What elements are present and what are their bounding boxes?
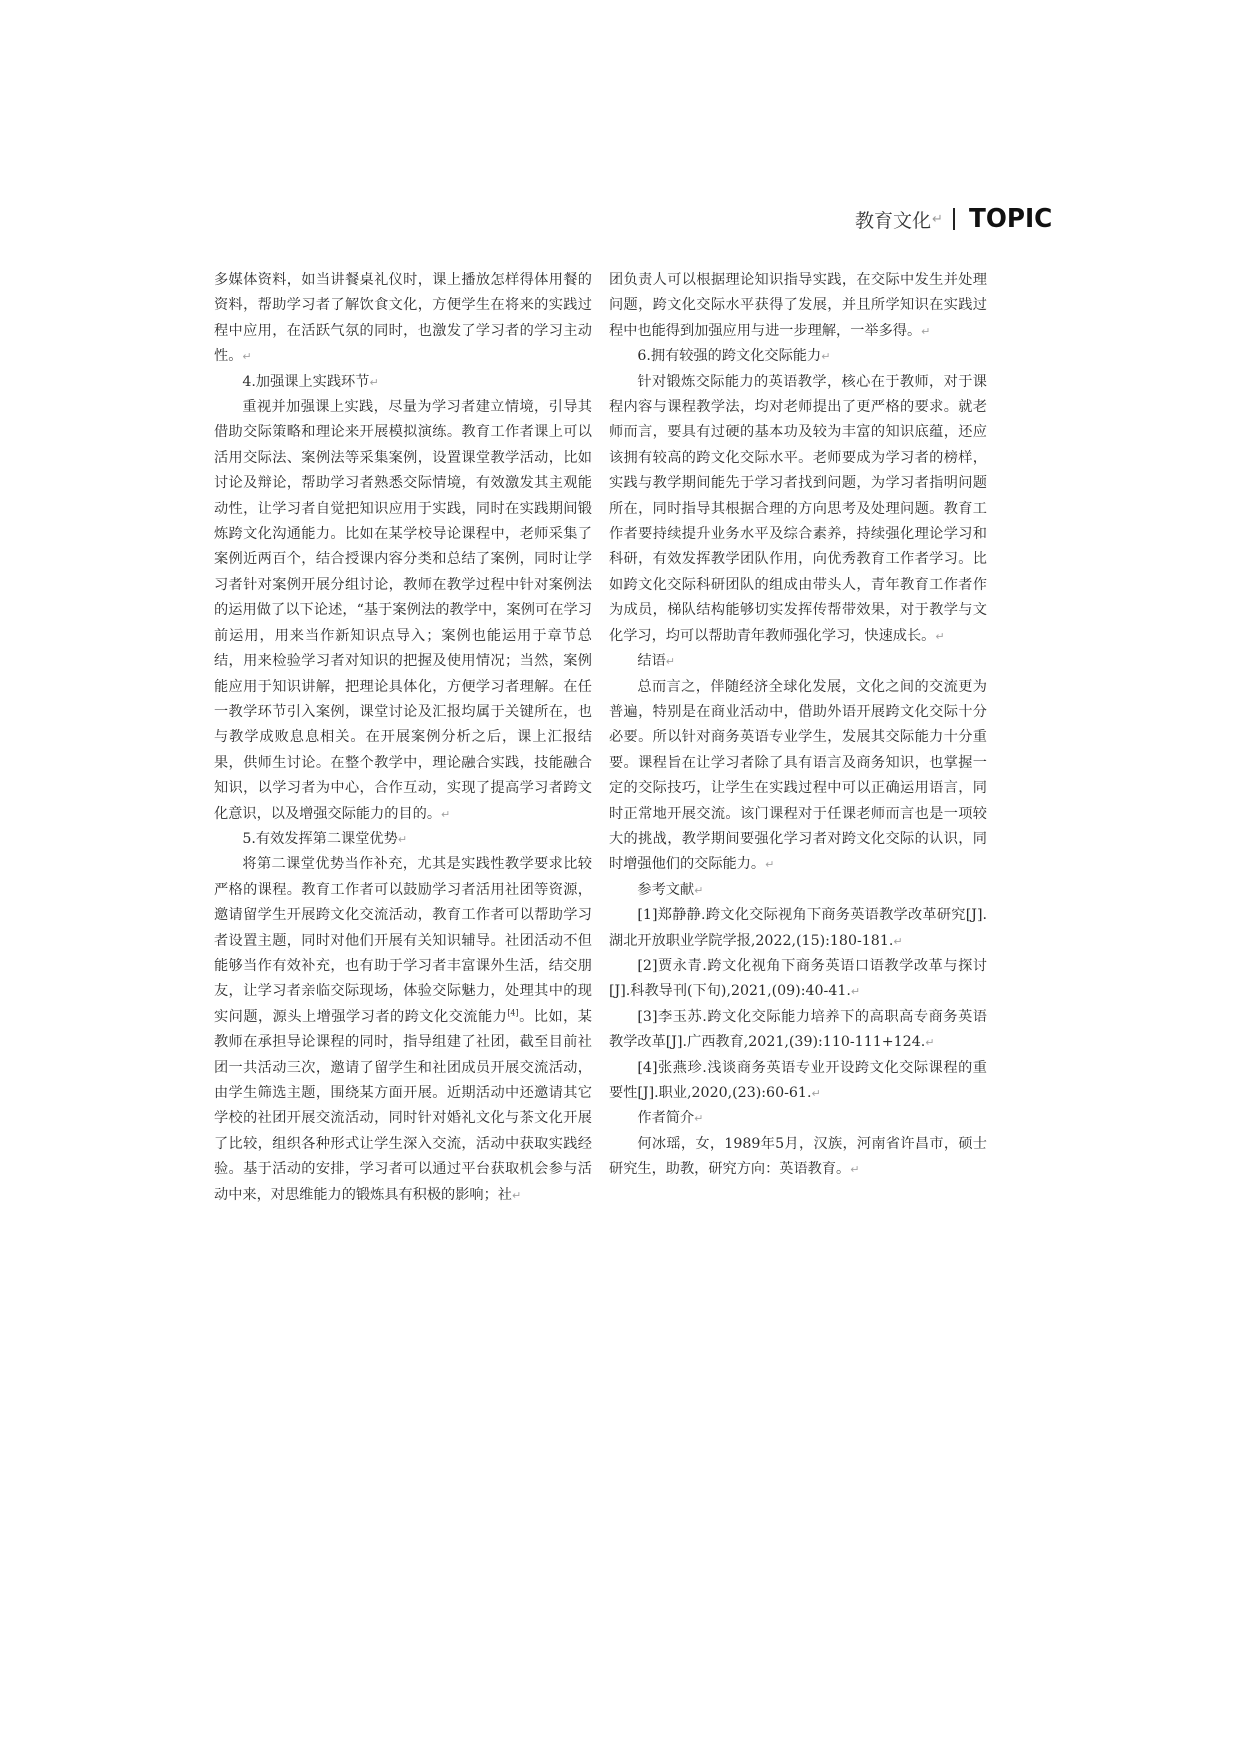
body-paragraph	[214, 395, 592, 827]
paragraph-text: 将第二课堂优势当作补充，尤其是实践性教学要求比较严格的课程。教育工作者可以鼓励学习者活用社团等资源，邀请留学生开展跨文化交流活动，教育工作者可以帮助学习者设置主题，同时对他们开展有关知识辅导。社团活动不但能够当作有效补充，也有助于学习者丰富课外生活，结交朋友，让学习者亲临交际现场，体验交际魅力，处理其中的现实问题，源头上增强学习者的跨文化交流能力	[214, 856, 592, 1025]
heading-text: 参考文献	[637, 881, 695, 898]
section-heading	[609, 344, 987, 369]
body-paragraph	[609, 370, 987, 649]
reference-text: [2]贾永青.跨文化视角下商务英语口语教学改革与探讨[J].科教导刊(下旬),2021,(09):40-41.	[609, 957, 987, 1000]
paragraph-mark: ↵	[850, 1163, 860, 1177]
reference-item	[609, 1056, 987, 1107]
reference-text: [1]郑静静.跨文化交际视角下商务英语教学改革研究[J].湖北开放职业学院学报,2022,(15):180-181.	[609, 907, 987, 949]
paragraph-mark: ↵	[850, 985, 861, 999]
paragraph-text: 重视并加强课上实践，尽量为学习者建立情境，引导其借助交际策略和理论来开展模拟演练。教育工作者课上可以活用交际法、案例法等采集案例，设置课堂教学活动，比如讨论及辩论，帮助学习者熟悉交际情境，有效激发其主观能动性，让学习者自觉把知识应用于实践，同时在实践期间锻炼跨文化沟通能力。比如在某学校导论课程中，老师采集了案例近两百个，结合授课内容分类和总结了案例，同时让学习者针对案例开展分组讨论，教师在教学过程中针对案例法的运用做了以下论述，“基于案例法的教学中，案例可在学习前运用，用来当作新知识点导入；案例也能运用于章节总结，用来检验学习者对知识的把握及使用情况；当然，案例能应用于知识讲解，把理论具体化，方便学习者理解。在任一教学环节引入案例，课堂讨论及汇报均属于关键所在，也与教学成败息息相关。在开展案例分析之后，课上汇报结果，供师生讨论。在整个教学中，理论融合实践，技能融合知识，以学习者为中心，合作互动，实现了提高学习者跨文化意识，以及增强交际能力的目的。	[214, 399, 592, 822]
topic-logo: TOPIC	[968, 204, 1053, 234]
paragraph-mark: ↵	[694, 1112, 704, 1126]
conclusion-heading	[609, 649, 987, 674]
paragraph-mark: ↵	[242, 350, 252, 364]
left-column	[214, 268, 592, 1208]
paragraph-text: 。比如，某教师在承担导论课程的同时，指导组建了社团，截至目前社团一共活动三次，邀请了留学生和社团成员开展交流活动，由学生筛选主题，围绕某方面开展。近期活动中还邀请其它学校的社团开展交流活动，同时针对婚礼文化与茶文化开展了比较，组织各种形式让学生深入交流，活动中获取实践经验。基于活动的安排，学习者可以通过平台获取机会参与活动中来，对思维能力的锻炼具有积极的影响；社	[214, 1008, 592, 1203]
paragraph-mark: ↵	[932, 211, 943, 227]
paragraph-mark: ↵	[921, 324, 931, 338]
paragraph-text: 团负责人可以根据理论知识指导实践，在交际中发生并处理问题，跨文化交际水平获得了发展，并且所学知识在实践过程中也能得到加强应用与进一步理解，一举多得。	[609, 272, 987, 339]
heading-text: 5.有效发挥第二课堂优势	[242, 830, 398, 847]
paragraph-mark: ↵	[811, 1087, 821, 1100]
author-bio-text: 何冰瑶，女，1989年5月，汉族，河南省许昌市，硕士研究生，助教，研究方向：英语教育。	[609, 1135, 987, 1178]
paragraph-mark: ↵	[665, 655, 675, 669]
reference-text: [4]张燕珍.浅谈商务英语专业开设跨文化交际课程的重要性[J].职业,2020,(23):60-61.	[609, 1059, 987, 1101]
reference-item	[609, 903, 987, 954]
running-header	[855, 202, 1057, 236]
paragraph-text: 多媒体资料，如当讲餐桌礼仪时，课上播放怎样得体用餐的资料，帮助学习者了解饮食文化，方便学生在将来的实践过程中应用，在活跃气氛的同时，也激发了学习者的学习主动性。	[214, 272, 592, 365]
section-title: 教育文化	[855, 209, 932, 232]
author-heading	[609, 1106, 987, 1131]
section-heading	[214, 370, 592, 395]
paragraph-mark: ↵	[765, 858, 775, 872]
right-column	[609, 268, 987, 1183]
paragraph-mark: ↵	[935, 629, 945, 643]
heading-text: 4.加强课上实践环节	[242, 373, 370, 390]
citation-marker: [4]	[507, 1008, 519, 1018]
heading-text: 结语	[637, 653, 666, 670]
paragraph-mark: ↵	[893, 934, 903, 948]
header-divider	[953, 208, 955, 230]
reference-item	[609, 954, 987, 1005]
body-paragraph	[609, 268, 987, 344]
paragraph-mark: ↵	[397, 832, 408, 846]
body-paragraph	[214, 852, 592, 1208]
paragraph-mark: ↵	[694, 883, 704, 897]
author-bio	[609, 1132, 987, 1183]
paragraph-mark: ↵	[369, 375, 379, 389]
body-paragraph	[609, 675, 987, 878]
paragraph-text: 针对锻炼交际能力的英语教学，核心在于教师，对于课程内容与课程教学法，均对老师提出了更严格的要求。就老师而言，要具有过硬的基本功及较为丰富的知识底蕴，还应该拥有较高的跨文化交际水平。老师要成为学习者的榜样，实践与教学期间能先于学习者找到问题，为学习者指明问题所在，同时指导其根据合理的方向思考及处理问题。教育工作者要持续提升业务水平及综合素养，持续强化理论学习和科研，有效发挥教学团队作用，向优秀教育工作者学习。比如跨文化交际科研团队的组成由带头人，青年教育工作者作为成员，梯队结构能够切实发挥传帮带效果，对于教学与文化学习，均可以帮助青年教师强化学习，快速成长。	[609, 373, 987, 644]
heading-text: 6.拥有较强的跨文化交际能力	[637, 348, 822, 365]
paragraph-text: 总而言之，伴随经济全球化发展，文化之间的交流更为普遍，特别是在商业活动中，借助外语开展跨文化交际十分必要。所以针对商务英语专业学生，发展其交际能力十分重要。课程旨在让学习者除了具有语言及商务知识，也掌握一定的交际技巧，让学生在实践过程中可以正确运用语言，同时正常地开展交流。该门课程对于任课老师而言也是一项较大的挑战，教学期间要强化学习者对跨文化交际的认识，同时增强他们的交际能力。	[609, 678, 987, 873]
paragraph-mark: ↵	[925, 1036, 935, 1050]
heading-text: 作者简介	[637, 1110, 695, 1127]
reference-item	[609, 1005, 987, 1056]
reference-text: [3]李玉苏.跨文化交际能力培养下的高职高专商务英语教学改革[J].广西教育,2021,(39):110-111+124.	[609, 1008, 987, 1051]
paragraph-mark: ↵	[441, 807, 451, 821]
references-heading	[609, 878, 987, 903]
paragraph-mark: ↵	[511, 1188, 522, 1202]
body-paragraph	[214, 268, 592, 370]
paragraph-mark: ↵	[821, 350, 831, 364]
section-heading	[214, 827, 592, 852]
